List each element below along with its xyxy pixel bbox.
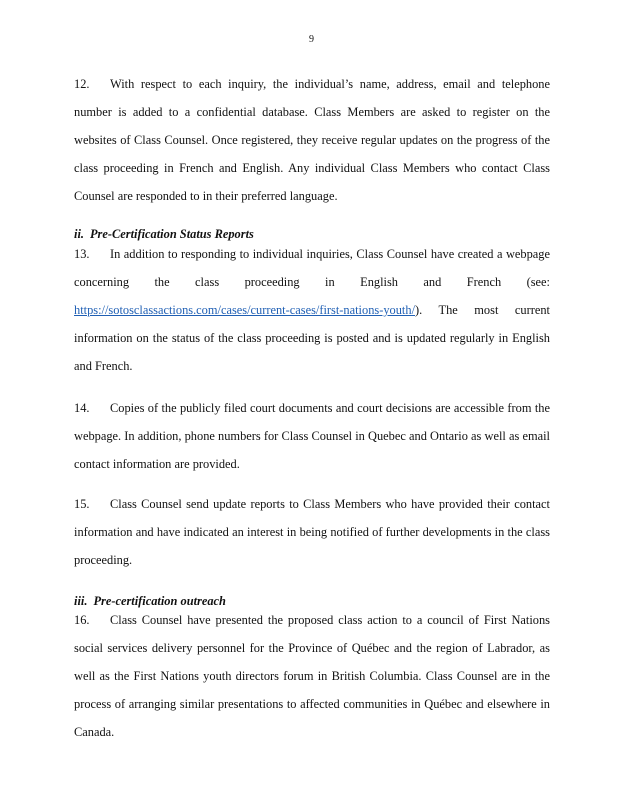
paragraph-number: 13. [74,247,90,261]
paragraph-15 [74,490,550,574]
paragraph-13 [74,240,550,380]
section-numeral: iii. [74,594,88,608]
paragraph-number: 14. [74,401,90,415]
paragraph-16 [74,606,550,746]
paragraph-12 [74,70,550,210]
paragraph-text-after-link: ). The most current information on the status of the class proceeding is posted and is updated regularly in English and French. [74,303,550,373]
page-number: 9 [309,34,314,45]
webpage-link[interactable]: https://sotosclassactions.com/cases/current-cases/first-nations-youth/ [74,303,416,317]
paragraph-text: Class Counsel send update reports to Class Members who have provided their contact information and have indicated an interest in being notified of further developments in the class proceeding. [74,497,550,567]
section-title: Pre-Certification Status Reports [89,227,254,241]
paragraph-text: Copies of the publicly filed court documents and court decisions are accessible from the webpage. In addition, phone numbers for Class Counsel in Quebec and Ontario as well as email contact information are provided. [74,401,550,471]
section-numeral: ii. [74,227,84,241]
paragraph-number: 15. [74,497,90,511]
paragraph-number: 12. [74,77,90,91]
section-title: Pre-certification outreach [93,594,226,608]
paragraph-text: Class Counsel have presented the proposed class action to a council of First Nations social services delivery personnel for the Province of Québec and the region of Labrador, as well as the First Nations youth directors forum in British Columbia. Class Counsel are in the process of arranging similar presentations to affected communities in Québec and elsewhere in Canada. [74,613,550,739]
paragraph-text-before-link: In addition to responding to individual inquiries, Class Counsel have created a webpage concerning the class proceeding in English and French (see: [74,247,550,289]
paragraph-text: With respect to each inquiry, the individual’s name, address, email and telephone number is added to a confidential database. Class Members are asked to register on the websites of Class Counsel. Once registered, they receive regular updates on the progress of the class proceeding in French and English. Any individual Class Members who contact Class Counsel are responded to in their preferred language. [74,77,550,203]
paragraph-number: 16. [74,613,90,627]
paragraph-14 [74,394,550,478]
